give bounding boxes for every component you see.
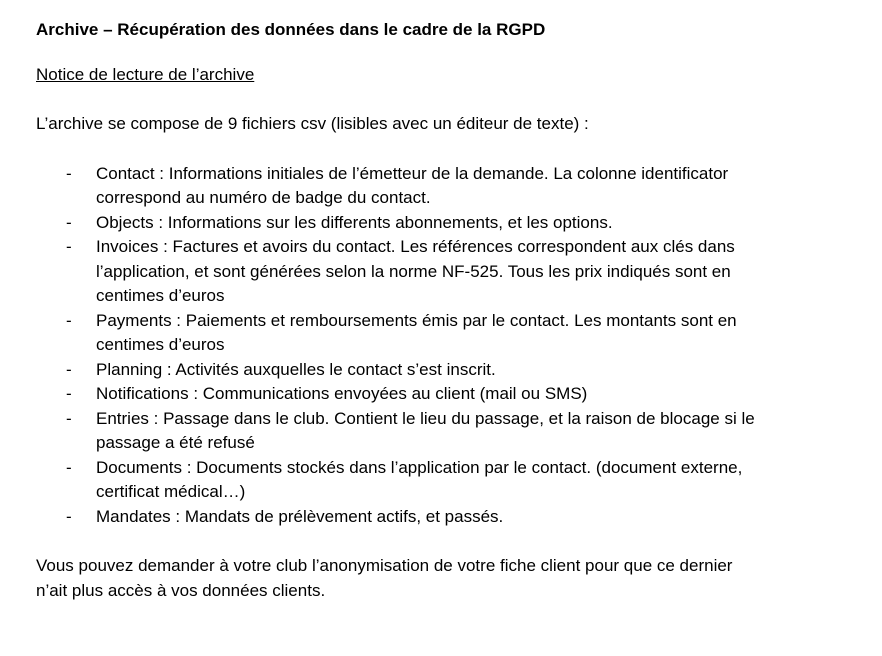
bullet-dash: - (66, 408, 72, 428)
list-item-text: Payments : Paiements et remboursements émis par le contact. Les montants sont en centimes d’euros (96, 310, 737, 354)
list-item-text: Entries : Passage dans le club. Contient le lieu du passage, et la raison de blocage si le passage a été refusé (96, 408, 755, 452)
list-item (36, 162, 796, 211)
bullet-dash: - (66, 457, 72, 477)
document-subtitle: Notice de lecture de l’archive (36, 65, 255, 84)
list-item (36, 309, 796, 358)
bullet-dash: - (66, 310, 72, 330)
file-list (36, 162, 856, 530)
list-item-text: Documents : Documents stockés dans l’application par le contact. (document externe, certificat médical…) (96, 457, 743, 501)
list-item-text: Objects : Informations sur les differents abonnements, et les options. (96, 212, 613, 232)
list-item-text: Planning : Activités auxquelles le contact s’est inscrit. (96, 359, 496, 379)
bullet-dash: - (66, 384, 72, 403)
document-page (36, 14, 856, 603)
document-title: Archive – Récupération des données dans le cadre de la RGPD (36, 20, 546, 39)
bullet-dash: - (66, 359, 72, 379)
list-item (36, 211, 796, 236)
intro-paragraph: L’archive se compose de 9 fichiers csv (lisibles avec un éditeur de texte) : (36, 114, 589, 133)
outro-paragraph: Vous pouvez demander à votre club l’anonymisation de votre fiche client pour que ce dernier n’ait plus accès à vos données clients. (36, 556, 733, 600)
list-item (36, 358, 796, 383)
list-item (36, 382, 796, 407)
list-item (36, 235, 796, 309)
list-item (36, 505, 796, 530)
list-item-text: Invoices : Factures et avoirs du contact. Les références correspondent aux clés dans l’application, et sont générées selon la norme NF-525. Tous les prix indiqués sont en centimes d’euros (96, 237, 735, 305)
list-item-text: Mandates : Mandats de prélèvement actifs, et passés. (96, 506, 504, 526)
list-item-text: Contact : Informations initiales de l’émetteur de la demande. La colonne identificator correspond au numéro de badge du contact. (96, 163, 729, 207)
list-item (36, 456, 796, 505)
bullet-dash: - (66, 506, 72, 526)
bullet-dash: - (66, 212, 72, 232)
list-item (36, 407, 796, 456)
bullet-dash: - (66, 237, 72, 256)
bullet-dash: - (66, 163, 72, 183)
list-item-text: Notifications : Communications envoyées au client (mail ou SMS) (96, 384, 588, 403)
